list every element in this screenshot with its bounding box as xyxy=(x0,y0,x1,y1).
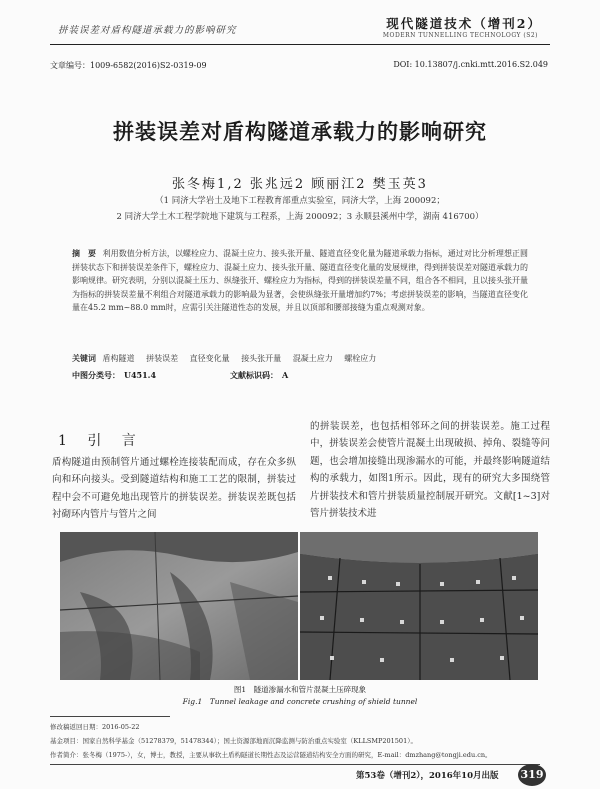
keywords xyxy=(72,353,528,364)
figure-caption-cn: 图1 隧道渗漏水和管片混凝土压碎现象 xyxy=(233,685,367,694)
footnote-funding: 基金项目：国家自然科学基金（51278379，51478344）；国土资源部地面沉降监测与防治重点实验室（KLLSMP201501）。 xyxy=(50,737,417,745)
affiliation-line: 2 同济大学土木工程学院地下建筑与工程系，上海 200092；3 永顺县溪州中学，湖南 416700） xyxy=(116,212,484,222)
doc-code-label: 文献标识码： xyxy=(230,370,278,380)
document-code xyxy=(230,370,288,381)
abstract xyxy=(72,247,528,315)
section-heading: 1 引 言 xyxy=(58,433,144,449)
footnote-author-bio: 作者简介：张冬梅（1975-），女，博士，教授，主要从事软土盾构隧道长期性态及运营隧道结构安全方面的研究，E-mail：dmzhang@tongji.edu.cn。 xyxy=(50,751,492,759)
author-list: 张冬梅1,2 张兆远2 顾丽江2 樊玉英3 xyxy=(172,177,428,192)
running-title: 拼装误差对盾构隧道承载力的影响研究 xyxy=(58,25,237,36)
volume-info: 第53卷（增刊2），2016年10月出版 xyxy=(356,771,499,781)
article-number: 文章编号：1009-6582(2016)S2-0319-09 xyxy=(50,61,207,70)
keyword: 螺栓应力 xyxy=(344,354,377,363)
paper-title: 拼装误差对盾构隧道承载力的影响研究 xyxy=(113,119,487,144)
keywords-label: 关键词 xyxy=(72,353,96,363)
figure-caption-en: Fig.1 Tunnel leakage and concrete crushing of shield tunnel xyxy=(182,697,418,706)
classification-value: U451.4 xyxy=(124,370,157,380)
keyword: 混凝土应力 xyxy=(292,354,333,363)
body-text-left: 盾构隧道由预制管片通过螺栓连接装配而成，存在众多纵向和环向接头。受到隧道结构和施工工艺的限制，拼装过程中会不可避免地出现管片的拼装误差。拼装误差既包括衬砌环内管片与管片之间 xyxy=(52,457,296,521)
abstract-text: 利用数值分析方法，以螺栓应力、混凝土应力、接头张开量、隧道直径变化量为隧道承载力指标，通过对比分析理想正圆拼装状态下和拼装误差条件下，螺栓应力、混凝土应力、接头张开量、隧道直径变化量的发展规律，得到拼装误差对隧道承载力的影响规律。研究表明，分别以混凝土压力、纵缝张开、螺栓应力为指标，得到的拼装误差量不同，组合各不相同，且以接头张开量为指标的拼装误差量不利组合对隧道承载力的影响最为显著，会使纵缝张开量增加约7%；考虑拼装误差的影响，当隧道直径变化量在45.2 mm~88.0 mm时，应需引关注隧道性态的发展，并且以顶部和腰部接缝为重点观测对象。 xyxy=(72,249,528,313)
doi: DOI: 10.13807/j.cnki.mtt.2016.S2.049 xyxy=(393,60,548,69)
header-divider xyxy=(50,44,550,45)
keyword: 直径变化量 xyxy=(189,354,230,363)
doc-code-value: A xyxy=(282,370,289,380)
keyword: 接头张开量 xyxy=(241,354,282,363)
concrete-crushing-photo xyxy=(300,532,538,680)
keyword: 盾构隧道 xyxy=(102,354,135,363)
classification-number xyxy=(72,370,156,381)
abstract-label: 摘 要 xyxy=(72,248,97,258)
journal-name-en: MODERN TUNNELLING TECHNOLOGY (S2) xyxy=(382,32,538,39)
journal-name: 现代隧道技术（增刊2） xyxy=(386,16,542,31)
footnote-received: 修改稿返回日期：2016-05-22 xyxy=(50,723,140,731)
footnote-divider xyxy=(50,716,170,717)
page-number: 319 xyxy=(518,764,546,786)
keyword: 拼装误差 xyxy=(146,354,179,363)
classification-label: 中图分类号： xyxy=(72,370,120,380)
body-text-right: 的拼装误差，也包括相邻环之间的拼装误差。施工过程中，拼装误差会使管片混凝土出现破损、掉角、裂缝等问题，也会增加接缝出现渗漏水的可能，并最终影响隧道结构的承载力，如图1所示。因此，现有的研究大多围绕管片拼装技术和管片拼装质量控制展开研究。文献[1~3]对管片拼装技术进 xyxy=(310,421,550,520)
affiliation-line: （1 同济大学岩土及地下工程教育部重点实验室，同济大学，上海 200092； xyxy=(155,196,445,206)
tunnel-leakage-photo xyxy=(60,532,298,680)
footer-divider xyxy=(50,764,540,765)
